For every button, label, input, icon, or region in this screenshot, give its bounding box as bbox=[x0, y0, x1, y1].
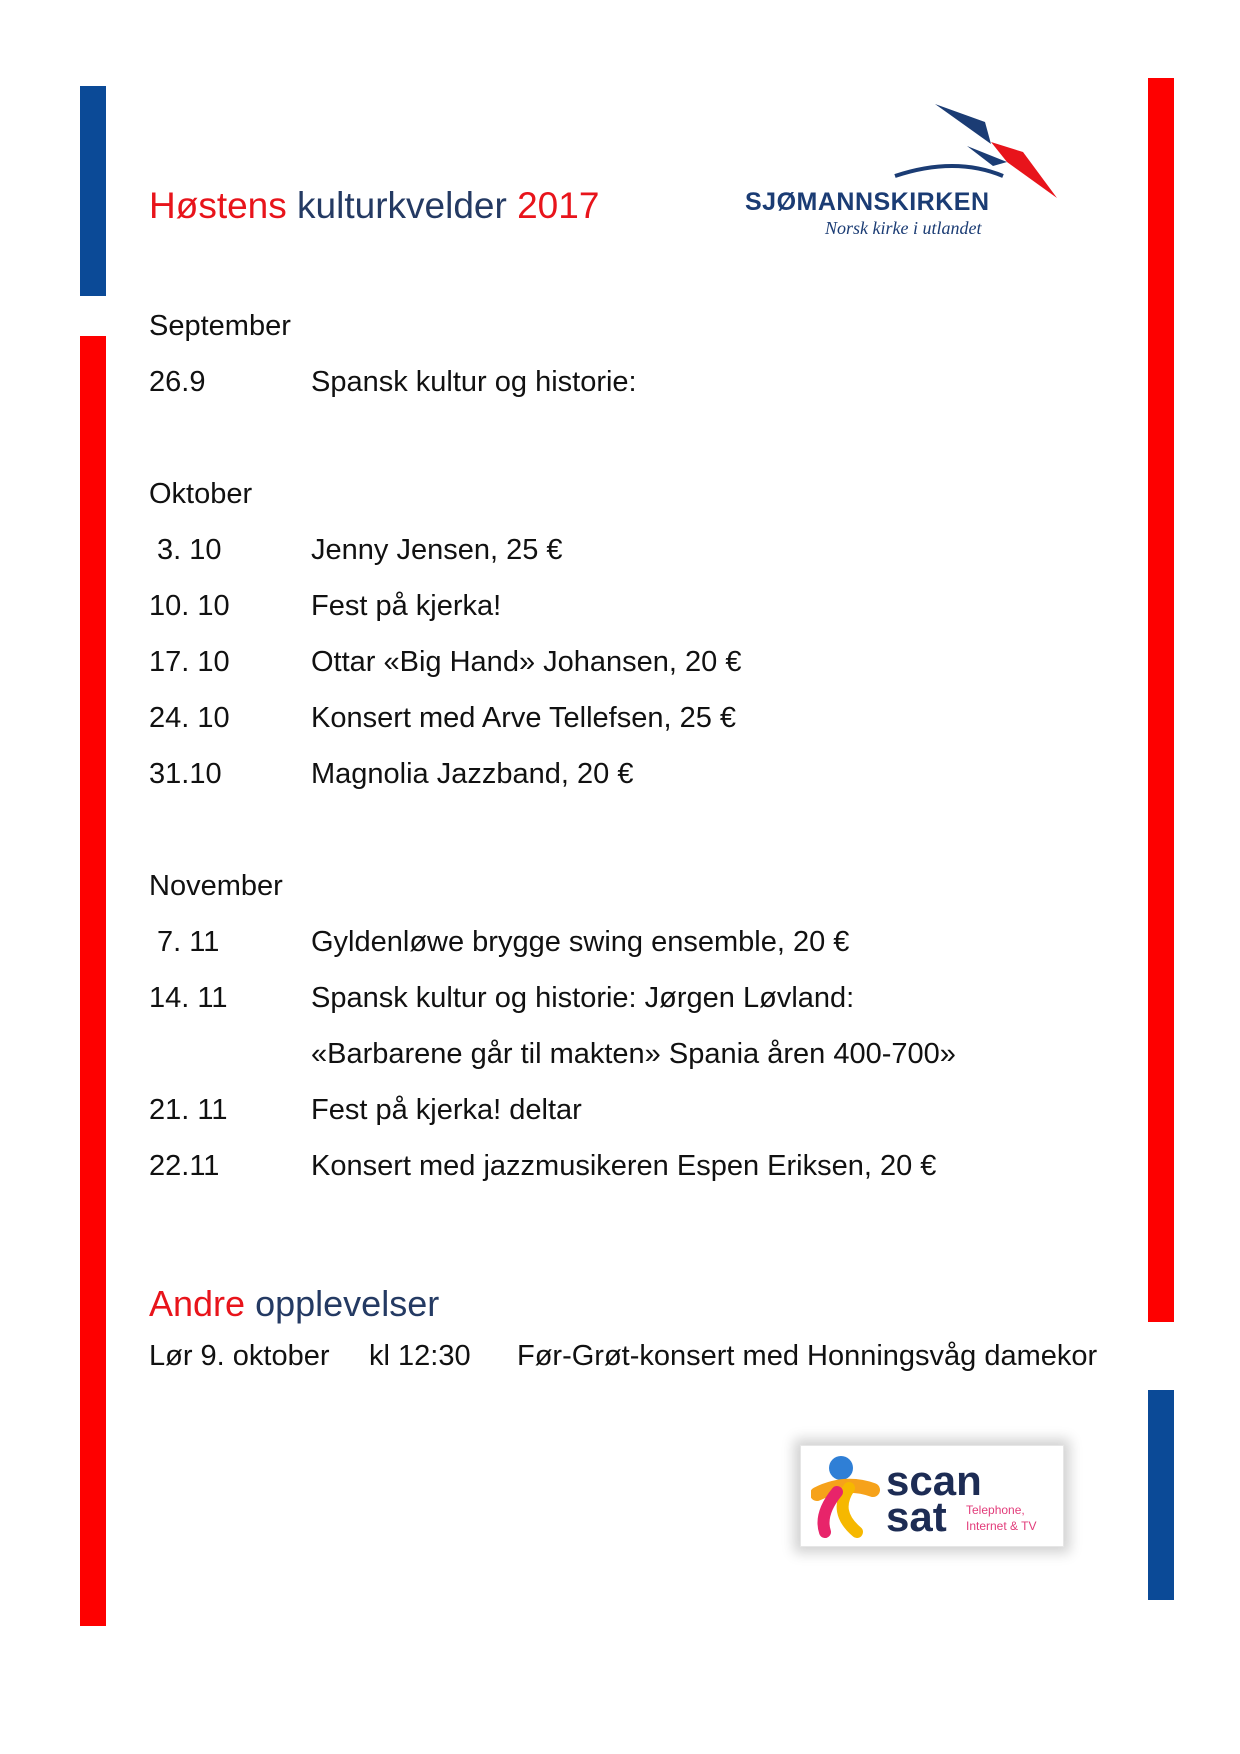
scansat-tagline: Telephone, Internet & TV bbox=[966, 1503, 1037, 1533]
event-text: Konsert med jazzmusikeren Espen Eriksen, 20 € bbox=[311, 1150, 937, 1182]
month-heading-september: September bbox=[149, 310, 291, 342]
other-heading: Andre opplevelser bbox=[149, 1283, 440, 1324]
event-date: 7. 11 bbox=[157, 926, 220, 958]
event-text: Spansk kultur og historie: bbox=[311, 366, 637, 398]
event-date: 14. 11 bbox=[149, 982, 228, 1014]
event-date: 22.11 bbox=[149, 1150, 220, 1182]
scansat-word-scan: scan bbox=[886, 1457, 982, 1504]
other-event-time: kl 12:30 bbox=[369, 1340, 471, 1372]
event-text: Gyldenløwe brygge swing ensemble, 20 € bbox=[311, 926, 850, 958]
scansat-logo bbox=[800, 1445, 1064, 1547]
right-red-bar bbox=[1148, 78, 1174, 1322]
scansat-figure-icon bbox=[811, 1454, 885, 1538]
event-text: Spansk kultur og historie: Jørgen Løvland: bbox=[311, 982, 855, 1014]
left-blue-bar bbox=[80, 86, 106, 296]
event-date: 26.9 bbox=[149, 366, 206, 398]
logo-subtitle: Norsk kirke i utlandet bbox=[825, 218, 982, 238]
right-blue-bar bbox=[1148, 1390, 1174, 1600]
other-event-text: Før-Grøt-konsert med Honningsvåg damekor bbox=[517, 1340, 1098, 1372]
other-event-day: Lør 9. oktober bbox=[149, 1340, 330, 1372]
logo-name: SJØMANNSKIRKEN bbox=[745, 188, 990, 216]
left-red-bar bbox=[80, 336, 106, 1626]
page-title: Høstens kulturkvelder 2017 bbox=[149, 185, 600, 226]
event-date: 24. 10 bbox=[149, 702, 230, 734]
event-text: Magnolia Jazzband, 20 € bbox=[311, 758, 634, 790]
event-date: 10. 10 bbox=[149, 590, 230, 622]
sjomannskirken-logo bbox=[745, 100, 1075, 250]
event-text: Fest på kjerka! deltar bbox=[311, 1094, 582, 1126]
event-date: 21. 11 bbox=[149, 1094, 228, 1126]
scansat-word-sat: sat bbox=[886, 1493, 947, 1540]
event-date: 17. 10 bbox=[149, 646, 230, 678]
event-text: Jenny Jensen, 25 € bbox=[311, 534, 563, 566]
event-text: Fest på kjerka! bbox=[311, 590, 502, 622]
event-text: Ottar «Big Hand» Johansen, 20 € bbox=[311, 646, 742, 678]
event-text: Konsert med Arve Tellefsen, 25 € bbox=[311, 702, 737, 734]
event-text: «Barbarene går til makten» Spania åren 400-700» bbox=[311, 1038, 956, 1070]
event-date: 3. 10 bbox=[157, 534, 222, 566]
event-date: 31.10 bbox=[149, 758, 222, 790]
month-heading-oktober: Oktober bbox=[149, 478, 253, 510]
month-heading-november: November bbox=[149, 870, 283, 902]
